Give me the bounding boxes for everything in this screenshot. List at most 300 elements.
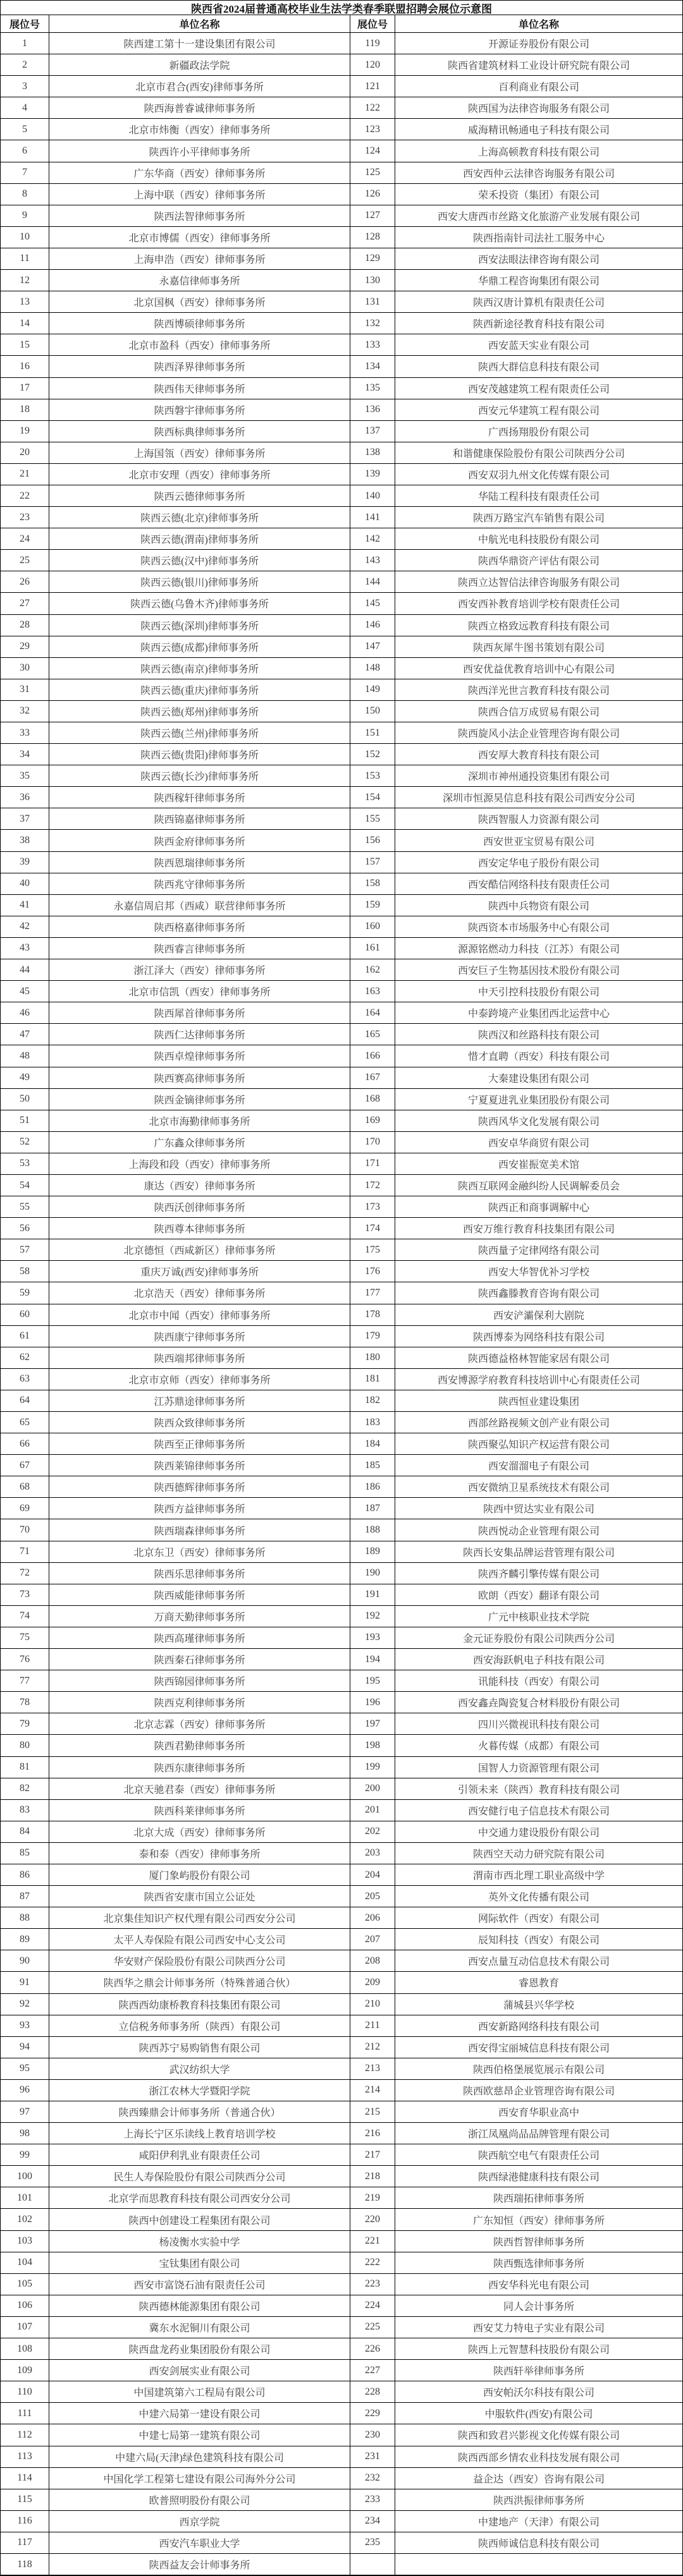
table-row <box>1 2015 682 2037</box>
company-name-cell: 上海申浩（西安）律师事务所 <box>49 248 350 270</box>
company-name-cell: 西部丝路视频文创产业有限公司 <box>395 1412 682 1433</box>
booth-number-cell: 38 <box>1 830 49 851</box>
company-name-cell: 西安双羽九州文化传媒有限公司 <box>395 464 682 485</box>
header-booth-number-right: 展位号 <box>350 15 395 33</box>
company-name-cell: 陕西德林能源集团有限公司 <box>49 2295 350 2317</box>
company-name-cell: 陕西君勤律师事务所 <box>49 1735 350 1756</box>
company-name-cell: 陕西风华文化发展有限公司 <box>395 1110 682 1132</box>
booth-number-cell: 219 <box>350 2187 395 2209</box>
booth-number-cell: 35 <box>1 765 49 787</box>
booth-number-cell: 36 <box>1 787 49 808</box>
company-name-cell: 太平人寿保险有限公司西安中心支公司 <box>49 1929 350 1950</box>
company-name-cell: 陕西华之鼎会计师事务所（特殊普通合伙） <box>49 1972 350 1993</box>
company-name-cell: 和谐健康保险股份有限公司陕西分公司 <box>395 442 682 464</box>
company-name-cell: 陕西汉唐计算机有限责任公司 <box>395 291 682 313</box>
booth-number-cell: 37 <box>1 808 49 830</box>
company-name-cell: 陕西云德(汉中)律师事务所 <box>49 550 350 571</box>
booth-number-cell: 148 <box>350 658 395 679</box>
company-name-cell: 欧普照明股份有限公司 <box>49 2489 350 2511</box>
booth-number-cell: 154 <box>350 787 395 808</box>
booth-number-cell: 78 <box>1 1692 49 1713</box>
booth-number-cell: 227 <box>350 2360 395 2381</box>
booth-number-cell: 225 <box>350 2317 395 2338</box>
table-row <box>1 1843 682 1864</box>
booth-number-cell: 160 <box>350 916 395 938</box>
company-name-cell: 西安育华职业高中 <box>395 2101 682 2123</box>
booth-number-cell: 230 <box>350 2424 395 2446</box>
booth-number-cell: 79 <box>1 1713 49 1735</box>
booth-number-cell: 209 <box>350 1972 395 1993</box>
booth-number-cell: 86 <box>1 1864 49 1886</box>
company-name-cell: 永嘉信周启邦（西咸）联营律师事务所 <box>49 895 350 916</box>
company-name-cell: 陕西云德(郑州)律师事务所 <box>49 701 350 722</box>
booth-number-cell: 216 <box>350 2123 395 2144</box>
table-row <box>1 571 682 593</box>
booth-number-cell: 231 <box>350 2446 395 2468</box>
booth-number-cell: 65 <box>1 1412 49 1433</box>
table-row <box>1 1132 682 1153</box>
company-name-cell: 西安蓝天实业有限公司 <box>395 334 682 356</box>
booth-number-cell: 55 <box>1 1196 49 1218</box>
company-name-cell: 华鼎工程咨询集团有限公司 <box>395 270 682 291</box>
booth-number-cell: 176 <box>350 1261 395 1282</box>
booth-number-cell: 58 <box>1 1261 49 1282</box>
company-name-cell: 陕西长安集品牌运营管理有限公司 <box>395 1541 682 1563</box>
table-row <box>1 1886 682 1907</box>
company-name-cell: 西安微纳卫星系统技术有限公司 <box>395 1476 682 1498</box>
company-name-cell: 陕西洋光世言教育科技有限公司 <box>395 679 682 701</box>
table-row <box>1 485 682 507</box>
booth-number-cell: 142 <box>350 528 395 550</box>
company-name-cell: 陕西哲智律师事务所 <box>395 2231 682 2252</box>
booth-number-cell: 3 <box>1 76 49 97</box>
booth-number-cell: 2 <box>1 54 49 76</box>
table-row <box>1 2468 682 2489</box>
table-row <box>1 1994 682 2015</box>
table-row <box>1 1282 682 1304</box>
company-name-cell: 北京市安理（西安）律师事务所 <box>49 464 350 485</box>
table-row <box>1 1800 682 1821</box>
booth-number-cell: 42 <box>1 916 49 938</box>
company-name-cell: 西安大唐西市丝路文化旅游产业发展有限公司 <box>395 205 682 227</box>
company-name-cell: 西安西仲云法律咨询服务有限公司 <box>395 162 682 184</box>
booth-number-cell: 203 <box>350 1843 395 1864</box>
company-name-cell: 泰和泰（西安）律师事务所 <box>49 1843 350 1864</box>
company-name-cell: 北京浩天（西安）律师事务所 <box>49 1282 350 1304</box>
table-row <box>1 959 682 981</box>
table-row <box>1 2381 682 2403</box>
company-name-cell: 江苏鼎途律师事务所 <box>49 1390 350 1412</box>
company-name-cell: 北京志霖（西安）律师事务所 <box>49 1713 350 1735</box>
company-name-cell: 中建地产（天津）有限公司 <box>395 2511 682 2532</box>
company-name-cell: 网际软件（西安）有限公司 <box>395 1907 682 1929</box>
company-name-cell: 陕西西部乡情农业科技发展有限公司 <box>395 2446 682 2468</box>
booth-number-cell: 172 <box>350 1175 395 1196</box>
booth-number-cell: 139 <box>350 464 395 485</box>
table-row <box>1 744 682 765</box>
company-name-cell: 西安卓华商贸有限公司 <box>395 1132 682 1153</box>
header-company-name-right: 单位名称 <box>395 15 682 33</box>
table-row <box>1 270 682 291</box>
company-name-cell: 陕西云德(北京)律师事务所 <box>49 507 350 528</box>
booth-number-cell: 224 <box>350 2295 395 2317</box>
company-name-cell: 咸阳伊利乳业有限责任公司 <box>49 2144 350 2166</box>
table-row <box>1 765 682 787</box>
table-row <box>1 873 682 895</box>
table-row <box>1 399 682 421</box>
table-row <box>1 787 682 808</box>
company-name-cell: 上海高顿教育科技有限公司 <box>395 140 682 162</box>
booth-number-cell: 128 <box>350 227 395 248</box>
table-row <box>1 76 682 97</box>
booth-number-cell: 96 <box>1 2080 49 2101</box>
company-name-cell: 陕西泽界律师事务所 <box>49 356 350 377</box>
table-row <box>1 830 682 851</box>
table-row <box>1 291 682 313</box>
booth-number-cell: 215 <box>350 2101 395 2123</box>
booth-number-cell: 111 <box>1 2403 49 2424</box>
booth-number-cell: 68 <box>1 1476 49 1498</box>
company-name-cell: 上海段和段（西安）律师事务所 <box>49 1153 350 1175</box>
booth-number-cell: 188 <box>350 1519 395 1541</box>
booth-number-cell: 40 <box>1 873 49 895</box>
company-name-cell: 陕西仁达律师事务所 <box>49 1024 350 1045</box>
booth-number-cell: 97 <box>1 2101 49 2123</box>
table-row <box>1 205 682 227</box>
booth-number-cell: 64 <box>1 1390 49 1412</box>
company-name-cell: 浙江农林大学暨阳学院 <box>49 2080 350 2101</box>
company-name-cell: 华安财产保险股份有限公司陕西分公司 <box>49 1950 350 1972</box>
booth-number-cell: 200 <box>350 1778 395 1800</box>
company-name-cell: 陕西旋风小法企业管理咨询有限公司 <box>395 722 682 744</box>
company-name-cell: 陕西聚弘知识产权运营有限公司 <box>395 1433 682 1455</box>
table-row <box>1 2511 682 2532</box>
company-name-cell: 陕西灰犀牛图书策划有限公司 <box>395 636 682 658</box>
table-row <box>1 981 682 1002</box>
table-row <box>1 1735 682 1756</box>
table-row <box>1 722 682 744</box>
table-row <box>1 356 682 377</box>
table-row <box>1 54 682 76</box>
company-name-cell: 陕西云德(深圳)律师事务所 <box>49 615 350 636</box>
company-name-cell: 冀东水泥铜川有限公司 <box>49 2317 350 2338</box>
booth-number-cell: 158 <box>350 873 395 895</box>
table-row <box>1 184 682 205</box>
booth-number-cell: 233 <box>350 2489 395 2511</box>
company-name-cell: 深圳市恒源昊信息科技有限公司西安分公司 <box>395 787 682 808</box>
booth-number-cell: 77 <box>1 1670 49 1692</box>
booth-number-cell: 93 <box>1 2015 49 2037</box>
table-row <box>1 2080 682 2101</box>
booth-number-cell: 234 <box>350 2511 395 2532</box>
company-name-cell: 北京天驰君泰（西安）律师事务所 <box>49 1778 350 1800</box>
table-row <box>1 1649 682 1670</box>
company-name-cell: 陕西云德(南京)律师事务所 <box>49 658 350 679</box>
booth-number-cell: 116 <box>1 2511 49 2532</box>
company-name-cell: 陕西省建筑材料工业设计研究院有限公司 <box>395 54 682 76</box>
company-name-cell: 北京市博儒（西安）律师事务所 <box>49 227 350 248</box>
table-row <box>1 808 682 830</box>
booth-number-cell: 138 <box>350 442 395 464</box>
booth-number-cell: 27 <box>1 593 49 614</box>
booth-number-cell: 214 <box>350 2080 395 2101</box>
table-row <box>1 1455 682 1476</box>
company-name-cell: 西安巨子生物基因技术股份有限公司 <box>395 959 682 981</box>
booth-number-cell: 145 <box>350 593 395 614</box>
company-name-cell: 开源证券股份有限公司 <box>395 33 682 54</box>
booth-number-cell: 155 <box>350 808 395 830</box>
booth-number-cell: 32 <box>1 701 49 722</box>
company-name-cell: 北京大成（西安）律师事务所 <box>49 1821 350 1843</box>
company-name-cell: 蒲城县兴华学校 <box>395 1994 682 2015</box>
company-name-cell: 中建六局(天津)绿色建筑科技有限公司 <box>49 2446 350 2468</box>
booth-number-cell: 45 <box>1 981 49 1002</box>
booth-number-cell: 181 <box>350 1369 395 1390</box>
company-name-cell: 金元证券股份有限公司陕西分公司 <box>395 1627 682 1649</box>
table-row <box>1 2424 682 2446</box>
booth-number-cell: 29 <box>1 636 49 658</box>
booth-number-cell: 61 <box>1 1326 49 1347</box>
company-name-cell: 陕西汉和丝路科技有限公司 <box>395 1024 682 1045</box>
booth-number-cell: 26 <box>1 571 49 593</box>
booth-number-cell: 218 <box>350 2166 395 2187</box>
company-name-cell: 陕西云德(重庆)律师事务所 <box>49 679 350 701</box>
booth-number-cell: 217 <box>350 2144 395 2166</box>
company-name-cell: 陕西云德(兰州)律师事务所 <box>49 722 350 744</box>
company-name-cell: 陕西锦嘉律师事务所 <box>49 808 350 830</box>
company-name-cell: 陕西金府律师事务所 <box>49 830 350 851</box>
booth-number-cell: 131 <box>350 291 395 313</box>
company-name-cell: 民生人寿保险股份有限公司陕西分公司 <box>49 2166 350 2187</box>
booth-number-cell: 84 <box>1 1821 49 1843</box>
booth-number-cell: 6 <box>1 140 49 162</box>
company-name-cell: 陕西方益律师事务所 <box>49 1498 350 1519</box>
company-name-cell: 英外文化传播有限公司 <box>395 1886 682 1907</box>
company-name-cell: 西安茂越建筑工程有限责任公司 <box>395 378 682 399</box>
company-name-cell: 陕西立格致远教育科技有限公司 <box>395 615 682 636</box>
booth-number-cell: 33 <box>1 722 49 744</box>
booth-number-cell: 76 <box>1 1649 49 1670</box>
table-row <box>1 2532 682 2554</box>
booth-number-cell: 170 <box>350 1132 395 1153</box>
booth-number-cell: 19 <box>1 421 49 442</box>
company-name-cell: 浙江凤凰尚品品牌管理有限公司 <box>395 2123 682 2144</box>
company-name-cell: 西安万维行教育科技集团有限公司 <box>395 1218 682 1239</box>
booth-number-cell: 22 <box>1 485 49 507</box>
company-name-cell: 陕西省安康市国立公证处 <box>49 1886 350 1907</box>
booth-number-cell: 213 <box>350 2058 395 2080</box>
company-name-cell: 武汉纺织大学 <box>49 2058 350 2080</box>
company-name-cell: 永嘉信律师事务所 <box>49 270 350 291</box>
table-row <box>1 507 682 528</box>
company-name-cell: 陕西恒业建设集团 <box>395 1390 682 1412</box>
booth-number-cell: 183 <box>350 1412 395 1433</box>
table-row <box>1 1821 682 1843</box>
company-name-cell: 华陆工程科技有限责任公司 <box>395 485 682 507</box>
company-name-cell: 中服软件(西安)有限公司 <box>395 2403 682 2424</box>
booth-number-cell: 135 <box>350 378 395 399</box>
booth-number-cell: 73 <box>1 1584 49 1606</box>
table-row <box>1 701 682 722</box>
booth-number-cell: 115 <box>1 2489 49 2511</box>
booth-number-cell: 43 <box>1 938 49 959</box>
company-name-cell: 陕西端邦律师事务所 <box>49 1347 350 1369</box>
company-name-cell: 陕西犀首律师事务所 <box>49 1002 350 1024</box>
booth-number-cell: 150 <box>350 701 395 722</box>
table-row <box>1 1950 682 1972</box>
company-name-cell: 陕西甄选律师事务所 <box>395 2252 682 2274</box>
booth-number-cell: 140 <box>350 485 395 507</box>
booth-number-cell: 34 <box>1 744 49 765</box>
table-row <box>1 1584 682 1606</box>
booth-number-cell: 109 <box>1 2360 49 2381</box>
table-row <box>1 1692 682 1713</box>
table-row <box>1 1519 682 1541</box>
company-name-cell: 陕西西幼康桥教育科技集团有限公司 <box>49 1994 350 2015</box>
company-name-cell: 陕西悦动企业管理有限公司 <box>395 1519 682 1541</box>
company-name-cell: 宝钛集团有限公司 <box>49 2252 350 2274</box>
booth-number-cell: 46 <box>1 1002 49 1024</box>
company-name-cell: 西安元华建筑工程有限公司 <box>395 399 682 421</box>
company-name-cell: 欧朗（西安）翻译有限公司 <box>395 1584 682 1606</box>
company-name-cell: 宁夏夏进乳业集团股份有限公司 <box>395 1089 682 1110</box>
table-row <box>1 2295 682 2317</box>
table-row <box>1 248 682 270</box>
booth-number-cell: 123 <box>350 119 395 140</box>
table-row <box>1 1110 682 1132</box>
table-row <box>1 1563 682 1584</box>
company-name-cell: 引领未来（陕西）教育科技有限公司 <box>395 1778 682 1800</box>
company-name-cell: 陕西东康律师事务所 <box>49 1757 350 1778</box>
booth-number-cell: 199 <box>350 1757 395 1778</box>
company-name-cell: 西安汽车职业大学 <box>49 2532 350 2554</box>
table-header-row <box>1 15 682 33</box>
booth-number-cell: 165 <box>350 1024 395 1045</box>
booth-number-cell: 232 <box>350 2468 395 2489</box>
company-name-cell: 广西扬翔股份有限公司 <box>395 421 682 442</box>
company-name-cell: 陕西万路宝汽车销售有限公司 <box>395 507 682 528</box>
company-name-cell: 陕西金镝律师事务所 <box>49 1089 350 1110</box>
booth-number-cell: 149 <box>350 679 395 701</box>
table-row <box>1 2187 682 2209</box>
booth-number-cell: 13 <box>1 291 49 313</box>
company-name-cell: 万商天勤律师事务所 <box>49 1606 350 1627</box>
table-row <box>1 2123 682 2144</box>
table-row <box>1 378 682 399</box>
company-name-cell: 杨凌衡水实验中学 <box>49 2231 350 2252</box>
booth-number-cell: 91 <box>1 1972 49 1993</box>
company-name-cell: 陕西法智律师事务所 <box>49 205 350 227</box>
booth-number-cell: 156 <box>350 830 395 851</box>
table-row <box>1 528 682 550</box>
company-name-cell: 陕西标典律师事务所 <box>49 421 350 442</box>
table-row <box>1 658 682 679</box>
booth-number-cell: 75 <box>1 1627 49 1649</box>
company-name-cell: 陕西互联网金融纠纷人民调解委员会 <box>395 1175 682 1196</box>
booth-number-cell: 193 <box>350 1627 395 1649</box>
booth-number-cell: 11 <box>1 248 49 270</box>
booth-number-cell: 98 <box>1 2123 49 2144</box>
table-row <box>1 2317 682 2338</box>
company-name-cell: 中国建筑第六工程局有限公司 <box>49 2381 350 2403</box>
booth-number-cell: 197 <box>350 1713 395 1735</box>
booth-number-cell: 136 <box>350 399 395 421</box>
company-name-cell: 北京市炜衡（西安）律师事务所 <box>49 119 350 140</box>
booth-number-cell: 178 <box>350 1304 395 1326</box>
table-row <box>1 1606 682 1627</box>
booth-number-cell: 180 <box>350 1347 395 1369</box>
company-name-cell: 西安鑫垚陶瓷复合材料股份有限公司 <box>395 1692 682 1713</box>
company-name-cell: 陕西空天动力研究院有限公司 <box>395 1843 682 1864</box>
booth-number-cell: 130 <box>350 270 395 291</box>
booth-number-cell: 105 <box>1 2274 49 2295</box>
booth-number-cell: 147 <box>350 636 395 658</box>
booth-number-cell: 121 <box>350 76 395 97</box>
company-name-cell: 浙江泽大（西安）律师事务所 <box>49 959 350 981</box>
table-row <box>1 1369 682 1390</box>
table-row <box>1 1304 682 1326</box>
table-row <box>1 1175 682 1196</box>
company-name-cell: 源源铭燃动力科技（江苏）有限公司 <box>395 938 682 959</box>
booth-number-cell: 44 <box>1 959 49 981</box>
company-name-cell: 陕西恩瑞律师事务所 <box>49 852 350 873</box>
table-row <box>1 1024 682 1045</box>
booth-number-cell: 7 <box>1 162 49 184</box>
booth-number-cell: 62 <box>1 1347 49 1369</box>
company-name-cell: 陕西师诚信息科技有限公司 <box>395 2532 682 2554</box>
company-name-cell: 陕西中创建设工程集团有限公司 <box>49 2209 350 2230</box>
booth-number-cell: 72 <box>1 1563 49 1584</box>
booth-number-cell: 119 <box>350 33 395 54</box>
table-row <box>1 1476 682 1498</box>
table-row <box>1 2360 682 2381</box>
booth-number-cell: 169 <box>350 1110 395 1132</box>
company-name-cell: 陕西苏宁易购销售有限公司 <box>49 2037 350 2058</box>
company-name-cell: 西安优益优教育培训中心有限公司 <box>395 658 682 679</box>
table-row <box>1 1627 682 1649</box>
company-name-cell: 陕西轩举律师事务所 <box>395 2360 682 2381</box>
company-name-cell: 北京德恒（西咸新区）律师事务所 <box>49 1239 350 1261</box>
table-row <box>1 1433 682 1455</box>
table-row <box>1 1196 682 1218</box>
booth-number-cell: 85 <box>1 1843 49 1864</box>
booth-number-cell: 164 <box>350 1002 395 1024</box>
company-name-cell: 陕西伯格堡展览展示有限公司 <box>395 2058 682 2080</box>
booth-number-cell: 124 <box>350 140 395 162</box>
table-row <box>1 2489 682 2511</box>
company-name-cell: 中建六局第一建设有限公司 <box>49 2403 350 2424</box>
table-row <box>1 464 682 485</box>
company-name-cell: 惜才直聘（西安）科技有限公司 <box>395 1045 682 1067</box>
company-name-cell: 西安新路网络科技有限公司 <box>395 2015 682 2037</box>
booth-number-cell: 133 <box>350 334 395 356</box>
booth-number-cell: 153 <box>350 765 395 787</box>
booth-number-cell: 157 <box>350 852 395 873</box>
booth-number-cell: 118 <box>1 2554 49 2575</box>
company-name-cell: 陕西锦园律师事务所 <box>49 1670 350 1692</box>
company-name-cell: 陕西资本市场服务中心有限公司 <box>395 916 682 938</box>
table-row <box>1 1972 682 1993</box>
company-name-cell: 陕西云德(成都)律师事务所 <box>49 636 350 658</box>
table-row <box>1 895 682 916</box>
booth-number-cell: 189 <box>350 1541 395 1563</box>
booth-number-cell: 120 <box>350 54 395 76</box>
booth-number-cell: 201 <box>350 1800 395 1821</box>
booth-number-cell: 202 <box>350 1821 395 1843</box>
booth-number-cell: 184 <box>350 1433 395 1455</box>
booth-number-cell: 28 <box>1 615 49 636</box>
booth-number-cell: 212 <box>350 2037 395 2058</box>
